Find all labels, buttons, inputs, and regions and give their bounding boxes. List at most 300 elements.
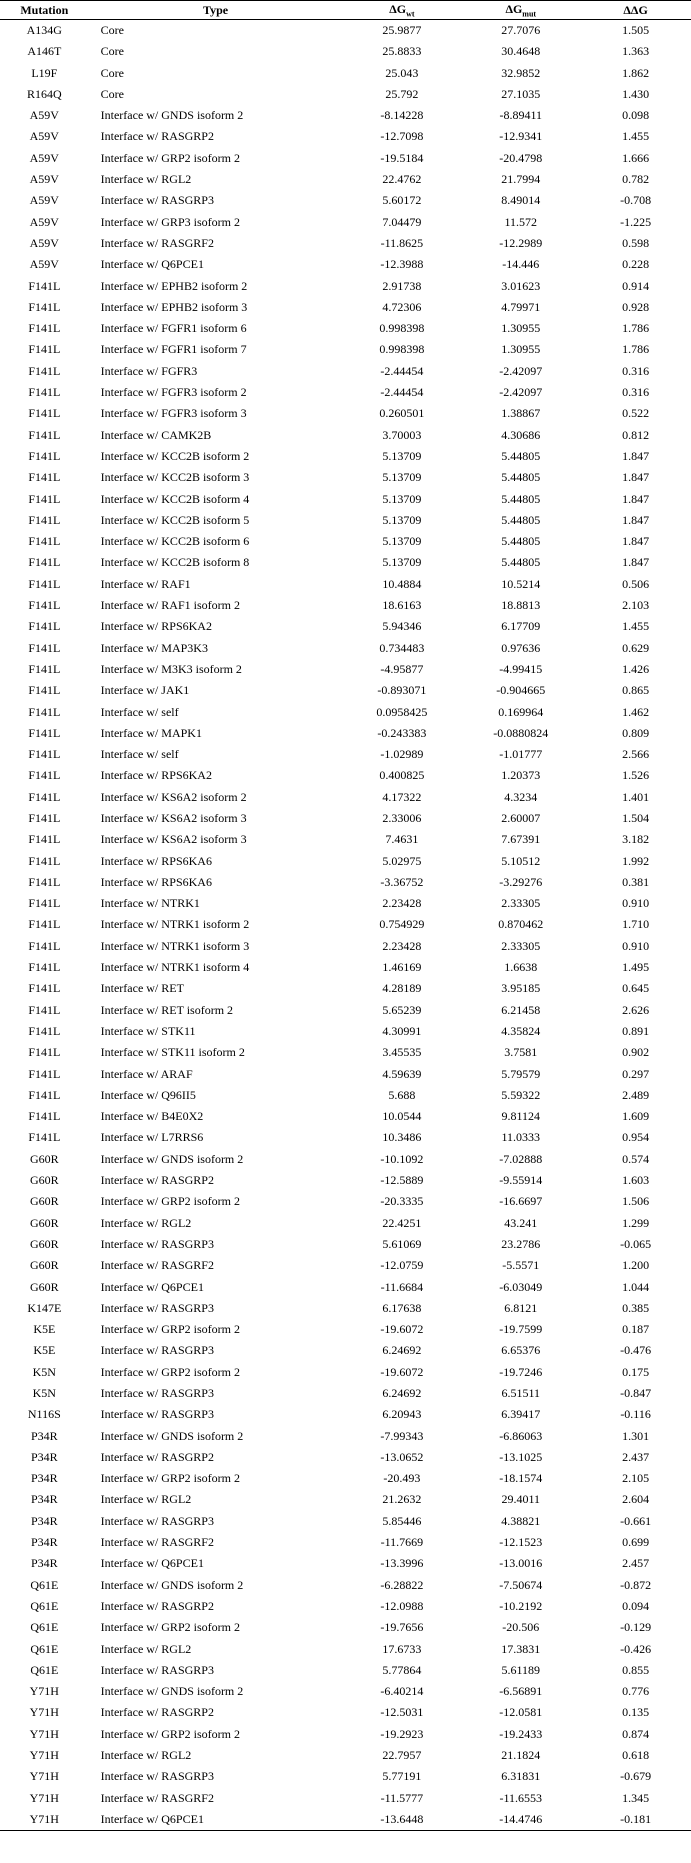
cell-mutation: Y71H xyxy=(29,1790,59,1805)
table-row xyxy=(0,105,691,126)
table-row xyxy=(0,1298,691,1319)
cell-type: Interface w/ RASGRP3 xyxy=(100,193,214,208)
table-row xyxy=(0,702,691,723)
cell-dg-wt: 6.24692 xyxy=(382,1386,422,1400)
cell-type: Interface w/ NTRK1 isoform 2 xyxy=(100,917,250,932)
cell-mutation: G60R xyxy=(29,1215,59,1230)
cell-dg-wt: 6.20943 xyxy=(382,1407,422,1422)
cell-dg-wt: 0.998398 xyxy=(379,342,425,357)
cell-mutation: A146T xyxy=(27,44,62,59)
cell-dg-wt: -10.1092 xyxy=(380,1151,424,1166)
cell-dg-mut: -12.9341 xyxy=(499,129,543,144)
cell-ddg: 2.457 xyxy=(622,1556,650,1571)
cell-dg-wt: 25.8833 xyxy=(382,44,422,59)
cell-dg-mut: 29.4011 xyxy=(501,1492,541,1507)
cell-mutation: A59V xyxy=(29,214,59,229)
cell-ddg: -0.847 xyxy=(620,1386,652,1400)
table-row xyxy=(0,1681,691,1702)
cell-dg-wt: -11.5777 xyxy=(380,1790,424,1805)
cell-dg-wt: 21.2632 xyxy=(382,1492,422,1507)
cell-type: Interface w/ RGL2 xyxy=(100,1215,192,1230)
table-row xyxy=(0,957,691,978)
cell-dg-mut: 5.79579 xyxy=(501,1066,541,1081)
cell-ddg: 2.103 xyxy=(622,598,650,613)
cell-dg-mut: -0.0880824 xyxy=(493,725,549,740)
cell-mutation: F141L xyxy=(28,640,61,655)
table-row xyxy=(0,1021,691,1042)
cell-dg-mut: -7.02888 xyxy=(499,1151,543,1166)
cell-dg-wt: 5.13709 xyxy=(382,534,422,549)
cell-ddg: 0.135 xyxy=(622,1705,650,1720)
cell-dg-wt: 5.77191 xyxy=(382,1769,422,1784)
cell-mutation: F141L xyxy=(28,960,61,975)
header-dg-wt-symbol: ΔG xyxy=(389,1,407,16)
cell-mutation: Q61E xyxy=(30,1620,59,1635)
cell-dg-wt: -19.5184 xyxy=(380,150,424,165)
table-row xyxy=(0,872,691,893)
cell-dg-wt: 5.85446 xyxy=(382,1513,422,1528)
cell-ddg: 1.847 xyxy=(622,491,650,506)
cell-dg-mut: -1.01777 xyxy=(499,747,543,762)
cell-dg-wt: 2.91738 xyxy=(382,278,422,293)
table-row xyxy=(0,339,691,360)
cell-mutation: Q61E xyxy=(30,1598,59,1613)
cell-dg-wt: 22.7957 xyxy=(382,1748,422,1763)
cell-type: Core xyxy=(100,23,124,37)
table-row xyxy=(0,723,691,744)
cell-ddg: 0.175 xyxy=(622,1364,650,1379)
cell-dg-wt: 4.59639 xyxy=(382,1066,422,1081)
cell-mutation: F141L xyxy=(28,470,61,485)
cell-dg-wt: 5.13709 xyxy=(382,512,422,527)
cell-mutation: N116S xyxy=(27,1407,61,1422)
cell-mutation: K5E xyxy=(33,1322,56,1337)
cell-mutation: F141L xyxy=(28,768,61,783)
table-row xyxy=(0,1596,691,1617)
cell-mutation: F141L xyxy=(28,534,61,549)
cell-ddg: -0.708 xyxy=(620,193,652,208)
cell-dg-wt: -20.3335 xyxy=(380,1194,424,1209)
cell-type: Interface w/ RASGRF2 xyxy=(100,1258,214,1273)
cell-type: Interface w/ M3K3 isoform 2 xyxy=(100,661,242,676)
cell-ddg: 2.489 xyxy=(622,1087,650,1102)
cell-mutation: G60R xyxy=(29,1236,59,1251)
cell-type: Interface w/ KCC2B isoform 5 xyxy=(100,512,250,527)
table-row xyxy=(0,1745,691,1766)
cell-dg-mut: 27.7076 xyxy=(501,23,541,37)
cell-type: Interface w/ RASGRP2 xyxy=(100,1449,214,1464)
cell-mutation: F141L xyxy=(28,363,61,378)
table-row xyxy=(0,616,691,637)
table-row xyxy=(0,276,691,297)
cell-ddg: 1.847 xyxy=(622,534,650,549)
table-row xyxy=(0,1617,691,1638)
cell-ddg: 1.609 xyxy=(622,1109,650,1124)
cell-type: Interface w/ GNDS isoform 2 xyxy=(100,108,244,123)
cell-dg-mut: 0.97636 xyxy=(501,640,541,655)
cell-mutation: K5E xyxy=(33,1343,56,1358)
cell-type: Interface w/ RPS6KA2 xyxy=(100,619,212,634)
cell-dg-wt: 0.260501 xyxy=(379,406,425,421)
cell-dg-wt: -12.5889 xyxy=(380,1173,424,1188)
cell-dg-mut: 3.7581 xyxy=(504,1045,538,1060)
cell-ddg: 2.105 xyxy=(622,1471,650,1486)
cell-ddg: 0.381 xyxy=(622,874,650,889)
table-row xyxy=(0,446,691,467)
cell-mutation: P34R xyxy=(30,1556,58,1571)
table-row xyxy=(0,1340,691,1361)
cell-dg-mut: 6.17709 xyxy=(501,619,541,634)
cell-type: Interface w/ RASGRP2 xyxy=(100,1598,214,1613)
cell-dg-mut: 4.30686 xyxy=(501,427,541,442)
cell-dg-wt: 10.0544 xyxy=(382,1109,422,1124)
table-row xyxy=(0,20,691,42)
cell-dg-wt: -2.44454 xyxy=(380,363,424,378)
cell-dg-mut: 5.10512 xyxy=(501,853,541,868)
cell-dg-wt: 5.13709 xyxy=(382,448,422,463)
cell-mutation: K5N xyxy=(32,1364,56,1379)
cell-dg-mut: 1.6638 xyxy=(504,960,538,975)
cell-dg-mut: 23.2786 xyxy=(501,1236,541,1251)
cell-mutation: F141L xyxy=(28,299,61,314)
cell-dg-wt: -11.7669 xyxy=(380,1535,424,1550)
cell-dg-mut: -4.99415 xyxy=(499,661,543,676)
cell-mutation: F141L xyxy=(28,1087,61,1102)
cell-mutation: G60R xyxy=(29,1151,59,1166)
cell-dg-mut: 0.870462 xyxy=(498,917,544,932)
cell-dg-wt: 25.792 xyxy=(385,86,419,101)
cell-mutation: F141L xyxy=(28,385,61,400)
cell-type: Interface w/ STK11 xyxy=(100,1023,196,1038)
table-row xyxy=(0,574,691,595)
cell-ddg: 1.847 xyxy=(622,512,650,527)
cell-ddg: 0.902 xyxy=(622,1045,650,1060)
table-row xyxy=(0,1532,691,1553)
table-row xyxy=(0,638,691,659)
header-dg-mut-subscript: mut xyxy=(522,9,537,19)
cell-ddg: 1.505 xyxy=(622,23,650,37)
cell-dg-mut: -9.55914 xyxy=(499,1173,543,1188)
cell-dg-wt: 5.688 xyxy=(388,1087,416,1102)
cell-dg-wt: 2.33006 xyxy=(382,810,422,825)
cell-mutation: P34R xyxy=(30,1513,58,1528)
cell-ddg: 3.182 xyxy=(622,832,650,847)
cell-dg-mut: 18.8813 xyxy=(501,598,541,613)
cell-dg-wt: 0.998398 xyxy=(379,321,425,336)
cell-mutation: A59V xyxy=(29,257,59,272)
cell-ddg: 0.522 xyxy=(622,406,650,421)
table-row xyxy=(0,1042,691,1063)
cell-dg-mut: 6.8121 xyxy=(504,1300,538,1315)
cell-dg-wt: 4.17322 xyxy=(382,789,422,804)
header-dg-mut xyxy=(461,1,580,20)
table-row xyxy=(0,1255,691,1276)
table-row xyxy=(0,1277,691,1298)
table-row xyxy=(0,765,691,786)
cell-mutation: F141L xyxy=(28,491,61,506)
cell-mutation: F141L xyxy=(28,1130,61,1145)
cell-dg-mut: 6.31831 xyxy=(501,1769,541,1784)
cell-mutation: F141L xyxy=(28,427,61,442)
cell-dg-mut: 27.1035 xyxy=(501,86,541,101)
table-row xyxy=(0,41,691,62)
cell-dg-wt: 0.754929 xyxy=(379,917,425,932)
table-row xyxy=(0,808,691,829)
cell-ddg: 2.566 xyxy=(622,747,650,762)
cell-dg-mut: -2.42097 xyxy=(499,385,543,400)
cell-dg-mut: 6.39417 xyxy=(501,1407,541,1422)
cell-mutation: F141L xyxy=(28,1066,61,1081)
table-row xyxy=(0,552,691,573)
cell-mutation: F141L xyxy=(28,874,61,889)
table-row xyxy=(0,425,691,446)
cell-type: Interface w/ FGFR3 isoform 2 xyxy=(100,385,247,400)
cell-type: Interface w/ self xyxy=(100,747,179,762)
cell-mutation: Y71H xyxy=(0,1809,89,1831)
cell-type: Interface w/ RASGRP2 xyxy=(100,129,214,144)
cell-dg-wt: 2.23428 xyxy=(382,938,422,953)
cell-type: Interface w/ MAPK1 xyxy=(100,725,202,740)
cell-type: Interface w/ GRP2 isoform 2 xyxy=(100,1620,240,1635)
table-row xyxy=(0,1319,691,1340)
cell-dg-wt: 17.6733 xyxy=(382,1641,422,1656)
cell-type: Interface w/ Q6PCE1 xyxy=(100,257,204,272)
cell-mutation: F141L xyxy=(28,683,61,698)
cell-mutation: P34R xyxy=(30,1492,58,1507)
cell-dg-wt: -12.0988 xyxy=(380,1598,424,1613)
cell-dg-mut: -6.86063 xyxy=(499,1428,543,1443)
table-row xyxy=(0,1170,691,1191)
cell-dg-mut: 30.4648 xyxy=(501,44,541,59)
cell-type: Interface w/ RGL2 xyxy=(100,1748,192,1763)
table-row xyxy=(0,1511,691,1532)
cell-dg-mut: 2.33305 xyxy=(501,938,541,953)
cell-type: Interface w/ GRP2 isoform 2 xyxy=(100,1322,240,1337)
header-mutation: Mutation xyxy=(0,1,89,20)
cell-dg-mut: -13.1025 xyxy=(499,1449,543,1464)
cell-type: Interface w/ GNDS isoform 2 xyxy=(100,1151,244,1166)
cell-type: Interface w/ RGL2 xyxy=(100,172,192,187)
cell-type: Interface w/ RASGRP3 xyxy=(100,1407,214,1422)
cell-ddg: 1.847 xyxy=(622,555,650,570)
cell-type: Interface w/ MAP3K3 xyxy=(100,640,208,655)
table-row xyxy=(0,1553,691,1574)
cell-ddg: 0.316 xyxy=(622,385,650,400)
cell-dg-mut: 4.35824 xyxy=(501,1023,541,1038)
cell-ddg: 0.910 xyxy=(622,896,650,911)
cell-type: Interface w/ RPS6KA6 xyxy=(100,874,212,889)
cell-mutation: F141L xyxy=(28,725,61,740)
table-row xyxy=(0,1660,691,1681)
cell-mutation: F141L xyxy=(28,512,61,527)
cell-ddg: 1.455 xyxy=(622,619,650,634)
cell-dg-mut: -12.2989 xyxy=(499,235,543,250)
cell-ddg: 1.506 xyxy=(622,1194,650,1209)
cell-dg-wt: -3.36752 xyxy=(380,874,424,889)
cell-type: Interface w/ KS6A2 isoform 2 xyxy=(100,789,247,804)
cell-dg-wt: 3.70003 xyxy=(382,427,422,442)
cell-dg-mut: 5.59322 xyxy=(501,1087,541,1102)
cell-ddg: 0.228 xyxy=(622,257,650,272)
table-row xyxy=(0,1447,691,1468)
cell-ddg: 1.786 xyxy=(622,342,650,357)
cell-type: Interface w/ CAMK2B xyxy=(100,427,212,442)
cell-type: Interface w/ KCC2B isoform 4 xyxy=(100,491,250,506)
cell-dg-wt: 25.043 xyxy=(385,65,419,80)
table-row xyxy=(0,1702,691,1723)
cell-type: Interface w/ RASGRP3 xyxy=(100,1769,214,1784)
table-row xyxy=(0,148,691,169)
cell-ddg: 0.297 xyxy=(622,1066,650,1081)
cell-dg-wt: -6.28822 xyxy=(380,1577,424,1592)
cell-dg-mut: -0.904665 xyxy=(496,683,546,698)
cell-dg-wt: 10.4884 xyxy=(382,576,422,591)
cell-dg-wt: 22.4762 xyxy=(382,172,422,187)
cell-type: Interface w/ KCC2B isoform 8 xyxy=(100,555,250,570)
cell-mutation: Q61E xyxy=(30,1577,59,1592)
cell-type: Core xyxy=(100,44,124,59)
cell-dg-wt: -11.8625 xyxy=(380,235,424,250)
table-row xyxy=(0,1639,691,1660)
cell-type: Interface w/ RASGRF2 xyxy=(100,1535,214,1550)
cell-mutation: F141L xyxy=(28,832,61,847)
cell-mutation: P34R xyxy=(30,1428,58,1443)
cell-dg-mut: 11.572 xyxy=(504,214,538,229)
cell-ddg: 1.044 xyxy=(622,1279,650,1294)
cell-mutation: K5N xyxy=(32,1386,56,1400)
header-dg-mut-symbol: ΔG xyxy=(505,1,523,16)
cell-mutation: F141L xyxy=(28,1023,61,1038)
cell-mutation: F141L xyxy=(28,342,61,357)
cell-type: Interface w/ RASGRF2 xyxy=(100,1790,214,1805)
cell-dg-mut: 43.241 xyxy=(504,1215,538,1230)
cell-dg-wt: 5.94346 xyxy=(382,619,422,634)
cell-ddg: 1.301 xyxy=(622,1428,650,1443)
cell-type: Interface w/ Q96II5 xyxy=(100,1087,196,1102)
cell-mutation: Q61E xyxy=(30,1662,59,1677)
header-type: Type xyxy=(89,1,343,20)
cell-ddg: -0.181 xyxy=(580,1809,691,1831)
cell-mutation: P34R xyxy=(30,1535,58,1550)
cell-type: Interface w/ GRP2 isoform 2 xyxy=(100,1726,240,1741)
table-row xyxy=(0,1064,691,1085)
cell-dg-mut: -7.50674 xyxy=(499,1577,543,1592)
table-row xyxy=(0,233,691,254)
cell-type: Interface w/ KCC2B isoform 3 xyxy=(100,470,250,485)
cell-dg-mut: 4.79971 xyxy=(501,299,541,314)
cell-dg-wt: -13.6448 xyxy=(342,1809,461,1831)
cell-dg-wt: 5.60172 xyxy=(382,193,422,208)
cell-type: Interface w/ RASGRP2 xyxy=(100,1705,214,1720)
cell-ddg: 0.618 xyxy=(622,1748,650,1763)
cell-dg-wt: -19.6072 xyxy=(380,1322,424,1337)
cell-dg-mut: -14.4746 xyxy=(461,1809,580,1831)
cell-type: Interface w/ FGFR3 isoform 3 xyxy=(100,406,247,421)
cell-dg-wt: 5.13709 xyxy=(382,491,422,506)
cell-ddg: 0.187 xyxy=(622,1322,650,1337)
cell-ddg: 0.891 xyxy=(622,1023,650,1038)
table-row xyxy=(0,63,691,84)
cell-type: Interface w/ RASGRP3 xyxy=(100,1513,214,1528)
cell-ddg: 0.629 xyxy=(622,640,650,655)
cell-dg-wt: -0.243383 xyxy=(377,725,427,740)
cell-mutation: A59V xyxy=(29,129,59,144)
header-row xyxy=(0,1,691,20)
table-row xyxy=(0,126,691,147)
cell-dg-wt: -12.5031 xyxy=(380,1705,424,1720)
cell-ddg: 1.862 xyxy=(622,65,650,80)
cell-ddg: 0.812 xyxy=(622,427,650,442)
cell-dg-wt: -12.0759 xyxy=(380,1258,424,1273)
cell-dg-mut: -19.2433 xyxy=(499,1726,543,1741)
cell-mutation: A59V xyxy=(29,108,59,123)
cell-ddg: 0.865 xyxy=(622,683,650,698)
cell-dg-mut: 3.01623 xyxy=(501,278,541,293)
cell-type: Interface w/ EPHB2 isoform 2 xyxy=(100,278,248,293)
cell-dg-mut: 1.20373 xyxy=(501,768,541,783)
cell-dg-wt: -12.3988 xyxy=(380,257,424,272)
cell-dg-mut: 5.44805 xyxy=(501,534,541,549)
cell-dg-mut: 7.67391 xyxy=(501,832,541,847)
cell-mutation: A59V xyxy=(29,235,59,250)
table-row xyxy=(0,1724,691,1745)
cell-type: Interface w/ RASGRP3 xyxy=(100,1236,214,1251)
cell-type: Core xyxy=(100,86,124,101)
cell-dg-mut: 0.169964 xyxy=(498,704,544,719)
cell-mutation: F141L xyxy=(28,938,61,953)
cell-dg-wt: -19.2923 xyxy=(380,1726,424,1741)
cell-dg-wt: 1.46169 xyxy=(382,960,422,975)
cell-type: Interface w/ RAF1 isoform 2 xyxy=(100,598,240,613)
cell-type: Interface w/ RPS6KA6 xyxy=(100,853,212,868)
cell-dg-wt: 4.72306 xyxy=(382,299,422,314)
cell-dg-wt: -13.3996 xyxy=(380,1556,424,1571)
cell-dg-mut: 6.51511 xyxy=(501,1386,541,1400)
cell-type: Interface w/ KS6A2 isoform 3 xyxy=(100,832,247,847)
cell-mutation: A59V xyxy=(29,193,59,208)
cell-type: Interface w/ GNDS isoform 2 xyxy=(100,1428,244,1443)
cell-dg-mut: -14.446 xyxy=(502,257,540,272)
cell-type: Interface w/ Q6PCE1 xyxy=(100,1279,204,1294)
cell-dg-mut: 6.65376 xyxy=(501,1343,541,1358)
cell-ddg: 0.954 xyxy=(622,1130,650,1145)
cell-dg-wt: -1.02989 xyxy=(380,747,424,762)
cell-ddg: 1.526 xyxy=(622,768,650,783)
cell-ddg: -0.129 xyxy=(620,1620,652,1635)
cell-dg-wt: -19.7656 xyxy=(380,1620,424,1635)
cell-dg-wt: 22.4251 xyxy=(382,1215,422,1230)
cell-dg-wt: -0.893071 xyxy=(377,683,427,698)
cell-dg-mut: -2.42097 xyxy=(499,363,543,378)
cell-ddg: -1.225 xyxy=(620,214,652,229)
cell-dg-mut: -19.7599 xyxy=(499,1322,543,1337)
cell-dg-wt: 5.13709 xyxy=(382,470,422,485)
cell-mutation: Q61E xyxy=(30,1641,59,1656)
cell-ddg: 1.603 xyxy=(622,1173,650,1188)
table-row xyxy=(0,1234,691,1255)
cell-type: Interface w/ KCC2B isoform 2 xyxy=(100,448,250,463)
cell-ddg: 1.299 xyxy=(622,1215,650,1230)
cell-dg-wt: 4.30991 xyxy=(382,1023,422,1038)
cell-type: Interface w/ RET xyxy=(100,981,184,996)
cell-ddg: 0.914 xyxy=(622,278,650,293)
cell-mutation: F141L xyxy=(28,619,61,634)
cell-type: Interface w/ RASGRP3 xyxy=(100,1300,214,1315)
cell-mutation: F141L xyxy=(28,321,61,336)
cell-mutation: K147E xyxy=(27,1300,62,1315)
cell-dg-mut: -20.4798 xyxy=(499,150,543,165)
table-header xyxy=(0,1,691,20)
